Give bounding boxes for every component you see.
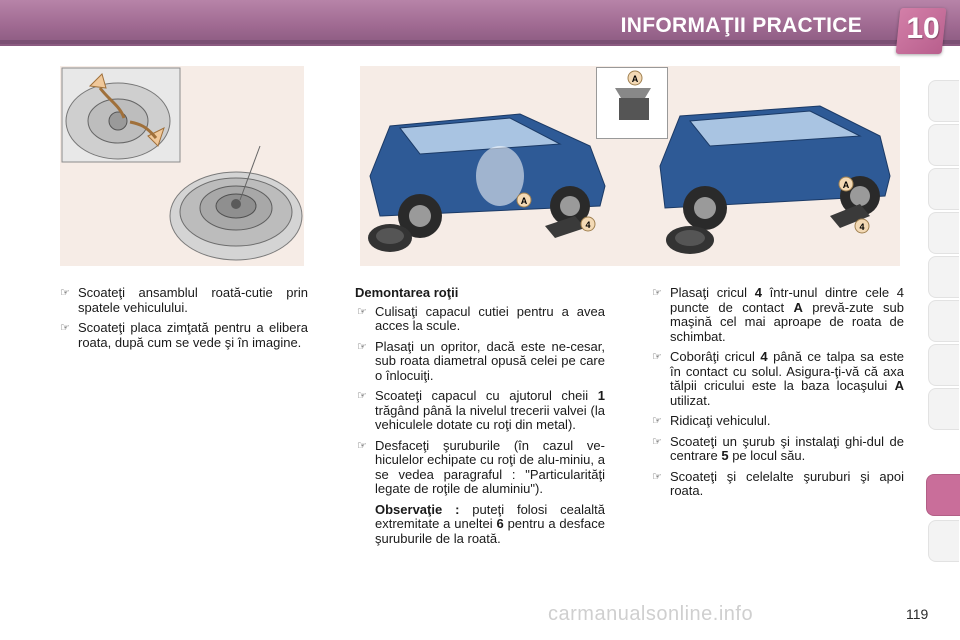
pointing-hand-icon: ☞ bbox=[60, 322, 70, 334]
list-item: ☞ Coborâţi cricul 4 până ce talpa sa este în contact cu solul. Asigura-ţi-vă că axa tălpii cricului este la baza locaşului A utilizat. bbox=[652, 349, 904, 408]
side-tab-active[interactable] bbox=[926, 474, 960, 516]
side-tab[interactable] bbox=[928, 80, 959, 122]
page-number: 119 bbox=[906, 606, 929, 622]
side-tab[interactable] bbox=[928, 520, 959, 562]
list-item: ☞ Scoateţi capacul cu ajutorul cheii 1 trăgând până la nivelul trecerii valvei (la vehiculele dotate cu roţi din metal). bbox=[357, 388, 605, 432]
pointing-hand-icon: ☞ bbox=[60, 287, 70, 299]
watermark: carmanualsonline.info bbox=[548, 603, 754, 625]
pointing-hand-icon: ☞ bbox=[357, 340, 367, 353]
pointing-hand-icon: ☞ bbox=[357, 439, 367, 452]
chapter-number: 10 bbox=[906, 12, 940, 45]
side-tab[interactable] bbox=[928, 344, 959, 386]
list-item: ☞ Ridicaţi vehiculul. bbox=[652, 413, 771, 428]
callout-a: A bbox=[631, 74, 639, 84]
section-title: INFORMAŢII PRACTICE bbox=[620, 14, 862, 37]
text-column-3 bbox=[650, 286, 904, 505]
chapter-side-tabs bbox=[928, 80, 960, 580]
section-heading: Demontarea roţii bbox=[355, 285, 459, 300]
side-tab[interactable] bbox=[928, 168, 959, 210]
list-item: ☞ Scoateţi ansamblul roată-cutie prin spatele vehiculului. bbox=[60, 285, 308, 315]
side-tab[interactable] bbox=[928, 300, 959, 342]
observation-note: Observaţie : puteţi folosi cealaltă extremitate a uneltei 6 pentru a desface şuruburile de la roată. bbox=[375, 501, 605, 546]
list-item: ☞ Desfaceţi şuruburile (în cazul ve-hiculelor echipate cu roţi de alu-miniu, a se vedea paragraful : "Particularităţi legate de roţile de aluminiu"). bbox=[357, 437, 605, 496]
jack-detail-inset bbox=[596, 67, 668, 139]
pointing-hand-icon: ☞ bbox=[652, 435, 662, 448]
pointing-hand-icon: ☞ bbox=[357, 390, 367, 402]
pointing-hand-icon: ☞ bbox=[652, 415, 662, 427]
callout-a: A bbox=[520, 196, 528, 206]
list-item: ☞ Plasaţi un opritor, dacă este ne-cesar, sub roata diametral opusă celei pe care o înlocuiţi. bbox=[357, 338, 605, 383]
side-tab[interactable] bbox=[928, 212, 959, 254]
list-item: ☞ Plasaţi cricul 4 într-unul dintre cele 4 puncte de contact A prevă-zute sub maşină cel mai aproape de roata de schimbat. bbox=[652, 285, 904, 344]
header-rule bbox=[0, 40, 960, 44]
list-item: ☞ Scoateţi placa zimţată pentru a elibera roata, după cum se vede şi în imagine. bbox=[60, 320, 308, 350]
pointing-hand-icon: ☞ bbox=[357, 305, 367, 318]
callout-4: 4 bbox=[859, 222, 865, 232]
side-tab[interactable] bbox=[928, 124, 959, 166]
side-tab[interactable] bbox=[928, 388, 959, 430]
list-item: ☞ Scoateţi şi celelalte şuruburi şi apoi roata. bbox=[652, 468, 904, 498]
pointing-hand-icon: ☞ bbox=[652, 470, 662, 483]
pointing-hand-icon: ☞ bbox=[652, 287, 662, 299]
side-tab[interactable] bbox=[928, 256, 959, 298]
pointing-hand-icon: ☞ bbox=[652, 351, 662, 363]
page-header bbox=[0, 0, 960, 52]
spare-wheel-drawing bbox=[60, 66, 304, 266]
spare-wheel-illustration bbox=[60, 66, 304, 266]
list-item: ☞ Scoateţi un şurub şi instalaţi ghi-dul de centrare 5 pe locul său. bbox=[652, 433, 904, 463]
callout-a: A bbox=[842, 180, 850, 190]
text-column-2 bbox=[355, 286, 605, 546]
callout-4: 4 bbox=[585, 220, 591, 230]
jack-detail-drawing bbox=[597, 68, 667, 138]
list-item: ☞ Culisaţi capacul cutiei pentru a avea acces la scule. bbox=[357, 303, 605, 333]
text-column-1 bbox=[58, 286, 308, 356]
